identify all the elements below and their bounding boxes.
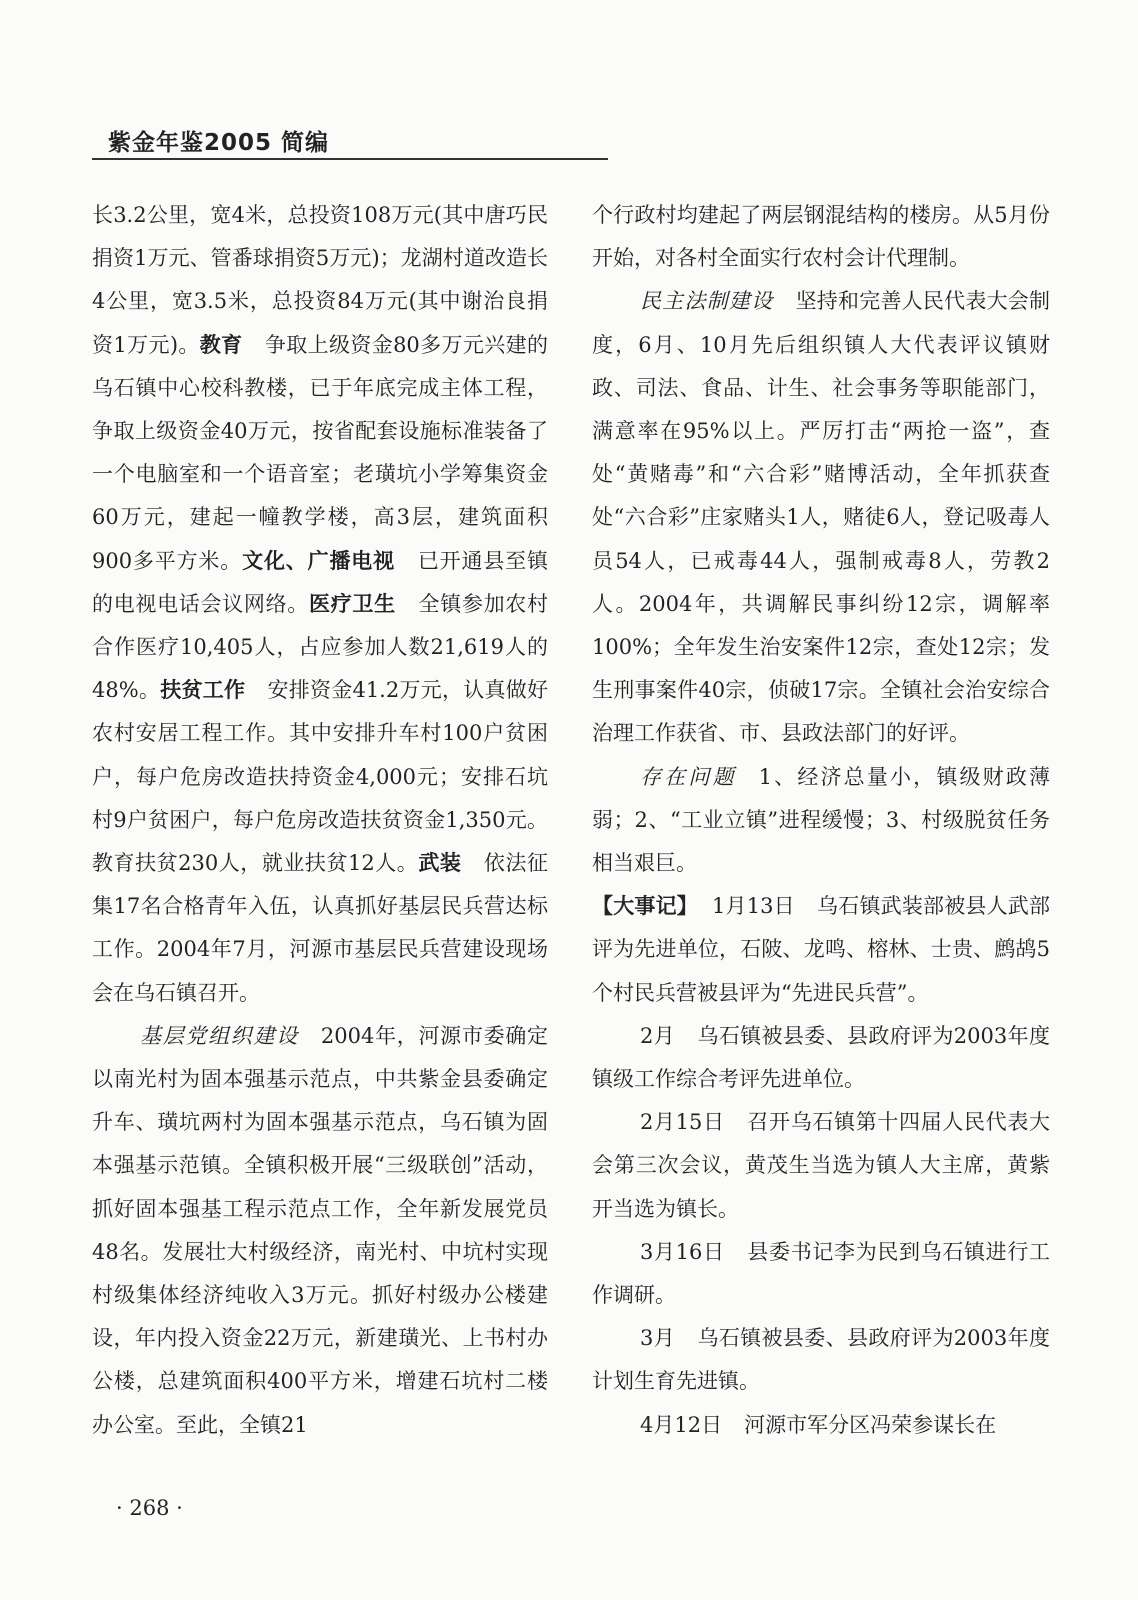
law-text: 坚持和完善人民代表大会制度，6月、10月先后组织镇人大代表评议镇财政、司法、食品、计生、社会事务等职能部门，满意率在95%以上。严厉打击“两抢一盗”，查处“黄赌毒”和“六合彩”赌博活动，全年抓获查处“六合彩”庄家赌头1人，赌徒6人，登记吸毒人员54人，已戒毒44人，强制戒毒8人，劳教2人。2004年，共调解民事纠纷12宗，调解率100%；全年发生治安案件12宗，查处12宗；发生刑事案件40宗，侦破17宗。全镇社会治安综合治理工作获省、市、县政法部门的好评。 [592,289,1051,746]
event-3 [592,1101,1050,1231]
event-text: 县委书记李为民到乌石镇进行工作调研。 [592,1239,1050,1308]
page-number: · 268 · [116,1496,183,1520]
event-text: 河源市军分区冯荣参谋长在 [744,1412,997,1437]
right-column [592,194,1050,1447]
culture-text: 已开通县至镇的电视电话会议网络。 [92,548,549,616]
event-date: 3月16日 [640,1239,725,1264]
event-text: 乌石镇武装部被县人武部评为先进单位，石陂、龙鸣、榕林、士贵、鹧鸪5个村民兵营被县评为“先进民兵营”。 [592,894,1051,1005]
heading-education: 教育 [199,332,243,357]
paragraph-continuation: 个行政村均建起了两层钢混结构的楼房。从5月份开始，对各村全面实行农村会计代理制。 [592,203,1050,271]
event-date: 2月15日 [640,1110,725,1135]
paragraph-roads-education [92,194,548,1015]
poverty-text: 安排资金41.2万元，认真做好农村安居工程工作。其中安排升车村100户贫困户，每户危房改造扶持资金4,000元；安排石坑村9户贫困户，每户危房改造扶贫资金1,350元。教育扶贫230人，就业扶贫12人。 [92,678,548,876]
armed-text: 依法征集17名合格青年入伍，认真抓好基层民兵营达标工作。2004年7月，河源市基层民兵营建设现场会在乌石镇召开。 [92,851,548,1005]
event-2 [592,1015,1050,1101]
roads-text: 长3.2公里，宽4米，总投资108万元(其中唐巧民捐资1万元、管番球捐资5万元)；龙湖村道改造长4公里，宽3.5米，总投资84万元(其中谢治良捐资1万元)。 [92,203,548,357]
event-5 [592,1317,1050,1403]
event-date: 4月12日 [640,1412,723,1437]
party-text: 2004年，河源市委确定以南光村为固本强基示范点，中共紫金县委确定升车、璜坑两村为固本强基示范点，乌石镇为固本强基示范镇。全镇积极开展“三级联创”活动，抓好固本强基工程示范点工作，全年新发展党员48名。发展壮大村级经济，南光村、中坑村实现村级集体经济纯收入3万元。抓好村级办公楼建设，年内投入资金22万元，新建璜光、上书村办公楼，总建筑面积400平方米，增建石坑村二楼办公室。至此，全镇21 [92,1023,548,1437]
left-column [92,194,548,1447]
event-date: 3月 [640,1326,676,1351]
event-text: 召开乌石镇第十四届人民代表大会第三次会议，黄茂生当选为镇人大主席，黄紫开当选为镇长。 [592,1110,1050,1221]
event-text: 乌石镇被县委、县政府评为2003年度计划生育先进镇。 [592,1326,1050,1394]
heading-events: 【大事记】 [592,894,698,919]
medical-text: 全镇参加农村合作医疗10,405人，占应参加人数21,619人的48%。 [92,591,549,703]
heading-medical: 医疗卫生 [309,591,396,616]
heading-armed: 武装 [418,851,462,876]
heading-poverty: 扶贫工作 [160,678,246,703]
heading-problems: 存在问题 [640,764,737,789]
event-text: 乌石镇被县委、县政府评为2003年度镇级工作综合考评先进单位。 [592,1023,1050,1092]
problems-text: 1、经济总量小，镇级财政薄弱；2、“工业立镇”进程缓慢；3、村级脱贫任务相当艰巨。 [592,764,1050,876]
heading-law: 民主法制建设 [640,289,774,314]
paragraph-party [92,1015,548,1447]
header-rule [92,158,608,160]
heading-party: 基层党组织建设 [140,1023,299,1048]
event-6 [592,1404,1050,1447]
heading-culture: 文化、广播电视 [242,548,395,573]
event-1 [592,885,1050,1015]
education-text: 争取上级资金80多万元兴建的乌石镇中心校科教楼，已于年底完成主体工程，争取上级资金40万元，按省配套设施标准装备了一个电脑室和一个语音室；老璜坑小学筹集资金60万元，建起一幢教学楼，高3层，建筑面积900多平方米。 [92,332,548,573]
event-date: 2月 [640,1023,676,1048]
event-date: 1月13日 [711,894,795,919]
event-4 [592,1231,1050,1317]
paragraph-law [592,280,1050,755]
running-header-title: 紫金年鉴2005 简编 [108,130,330,156]
paragraph-problems [592,756,1050,886]
